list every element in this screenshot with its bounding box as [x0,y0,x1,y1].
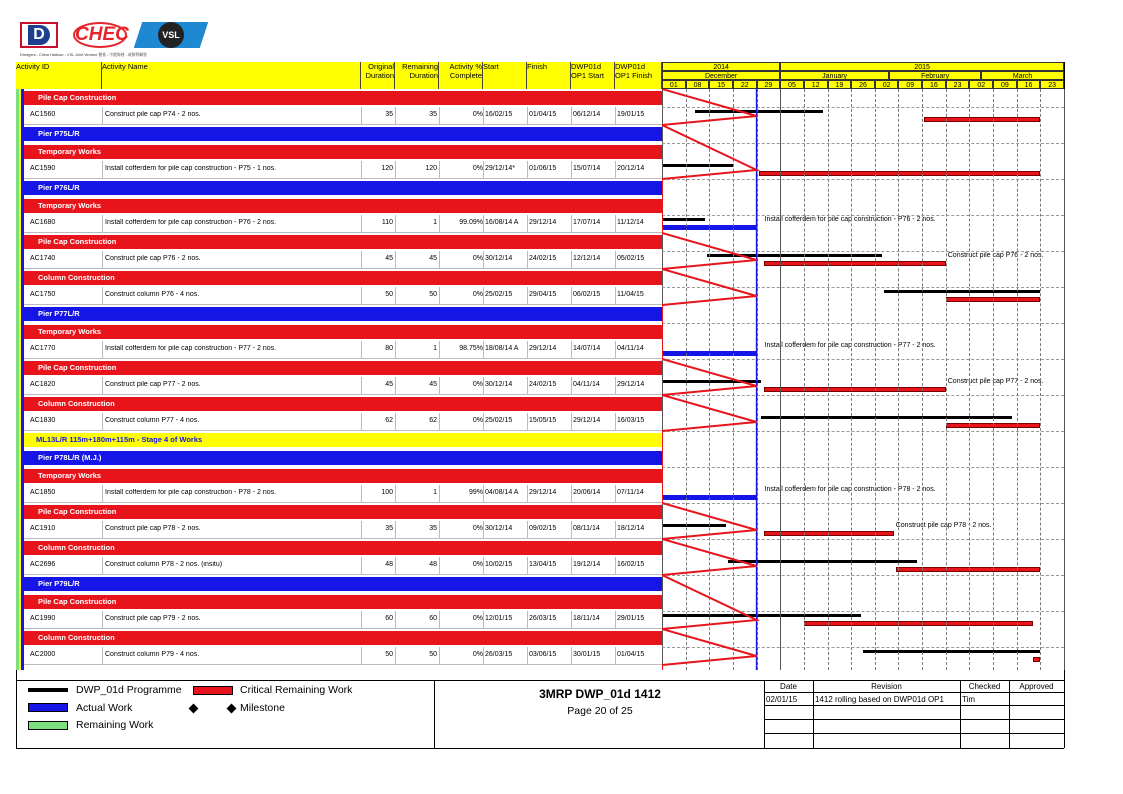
activity-row[interactable] [24,341,662,359]
timeline-day: 09 [898,80,922,89]
timeline-day: 02 [969,80,993,89]
cell-id: AC1740 [30,255,56,262]
cell-orig: 50 [385,291,393,298]
cell-op1-finish: 16/03/15 [617,417,645,424]
cell-divider [483,215,484,233]
cell-divider [102,647,103,665]
rev-header-revision: Revision [871,682,902,691]
wbs-band[interactable]: Column Construction [24,271,662,285]
cell-divider [527,161,528,179]
cell-divider [527,413,528,431]
cell-rem: 62 [429,417,437,424]
cell-name: Construct column P76 - 4 nos. [105,291,200,298]
cell-pct: 0% [472,417,483,424]
cell-orig: 50 [385,651,393,658]
cell-orig: 35 [385,111,393,118]
wbs-band[interactable]: Pier P78L/R (M.J.) [24,451,662,465]
cell-op1-finish: 04/11/14 [617,345,644,352]
cell-op1-finish: 07/11/14 [617,489,644,496]
cell-divider [483,161,484,179]
activity-row[interactable] [24,215,662,233]
cell-divider [483,647,484,665]
activity-row[interactable] [24,647,662,665]
cell-pct: 99% [468,489,483,496]
legend-milestone-label: Milestone [240,702,285,714]
rev-row-date: 02/01/15 [766,695,798,704]
cell-rem: 45 [429,381,437,388]
cell-op1-start: 04/11/14 [573,381,600,388]
timeline-day: 12 [804,80,828,89]
timeline-day: 05 [780,80,804,89]
legend-remaining-label: Remaining Work [76,719,154,731]
cell-pct: 0% [472,525,483,532]
timeline-day: 23 [1040,80,1064,89]
rev-header-approved: Approved [1019,682,1054,691]
bar-label: Construct pile cap P77 - 2 nos. [947,378,1044,385]
wbs-band[interactable]: Temporary Works [24,145,662,159]
progress-line [662,89,757,670]
cell-start: 16/08/14 A [485,219,519,226]
cell-op1-finish: 11/12/14 [617,219,644,226]
legend-critical-swatch [193,686,233,695]
activity-row[interactable] [24,377,662,395]
cell-name: Install cofferdem for pile cap construction - P76 - 2 nos. [105,219,277,226]
cell-name: Construct pile cap P74 - 2 nos. [105,111,201,118]
cell-rem: 60 [429,615,437,622]
cell-name: Construct column P79 - 4 nos. [105,651,200,658]
col-header-activity-name: Activity Name [102,62,361,89]
activity-row[interactable] [24,413,662,431]
vsl-logo: VSL [158,22,184,48]
timeline-day: 29 [757,80,781,89]
cell-divider [102,107,103,125]
cell-divider [483,341,484,359]
bar-label: Install cofferdem for pile cap construction - P78 - 2 nos. [764,486,936,493]
cell-finish: 15/05/15 [529,417,557,424]
wbs-band[interactable]: Pile Cap Construction [24,91,662,105]
cell-op1-start: 08/11/14 [573,525,600,532]
rev-header-checked: Checked [968,682,1001,691]
cell-divider [615,161,616,179]
wbs-band[interactable]: Pile Cap Construction [24,361,662,375]
cell-divider [102,251,103,269]
cell-divider [615,107,616,125]
cell-divider [571,251,572,269]
cell-id: AC1590 [30,165,56,172]
activity-row[interactable] [24,521,662,539]
cell-id: AC1750 [30,291,56,298]
cell-finish: 09/02/15 [529,525,557,532]
cell-divider [615,377,616,395]
wbs-band[interactable]: Temporary Works [24,199,662,213]
rev-line [764,719,1064,720]
cell-divider [615,485,616,503]
cell-rem: 48 [429,561,437,568]
cell-divider [102,485,103,503]
rev-row-revision: 1412 rolling based on DWP01d OP1 [815,695,944,704]
rev-header-date: Date [780,682,797,691]
cell-divider [615,251,616,269]
cell-divider [571,611,572,629]
cell-divider [102,377,103,395]
cell-divider [102,557,103,575]
cell-op1-finish: 18/12/14 [617,525,645,532]
cell-divider [527,647,528,665]
activity-row[interactable] [24,107,662,125]
cell-op1-start: 12/12/14 [573,255,601,262]
milestone-diamond-icon [227,704,237,714]
timeline-month: December [662,71,780,80]
rev-row-checked: Tim [962,695,976,704]
cell-start: 25/02/15 [485,417,513,424]
col-header-orig-duration: Original Duration [361,62,395,89]
cell-divider [571,341,572,359]
legend-programme-swatch [28,688,68,692]
cell-op1-start: 06/02/15 [573,291,601,298]
cell-op1-start: 20/06/14 [573,489,601,496]
cell-divider [571,521,572,539]
cell-pct: 0% [472,381,483,388]
cell-divider [571,215,572,233]
cell-divider [615,611,616,629]
cell-finish: 24/02/15 [529,255,557,262]
activity-row[interactable] [24,611,662,629]
timeline-day: 26 [851,80,875,89]
cell-op1-finish: 05/02/15 [617,255,645,262]
cell-divider [527,485,528,503]
wbs-band[interactable]: Pile Cap Construction [24,235,662,249]
cell-id: AC1680 [30,219,56,226]
cell-op1-start: 19/12/14 [573,561,601,568]
activity-row[interactable] [24,161,662,179]
cell-divider [102,413,103,431]
cell-name: Install cofferdem for pile cap construction - P78 - 2 nos. [105,489,277,496]
cell-start: 26/03/15 [485,651,513,658]
cell-start: 10/02/15 [485,561,513,568]
cell-orig: 45 [385,381,393,388]
cell-divider [615,215,616,233]
cell-rem: 1 [433,489,437,496]
activity-row[interactable] [24,251,662,269]
timeline-day: 16 [1017,80,1041,89]
wbs-band[interactable]: ML13L/R 115m+180m+115m - Stage 4 of Works [24,433,662,447]
cell-id: AC2696 [30,561,56,568]
cell-op1-finish: 16/02/15 [617,561,645,568]
chec-logo: CHEC [73,22,127,48]
col-header-start: Start [483,62,527,89]
cell-divider [615,647,616,665]
cell-divider [571,557,572,575]
page-number: Page 20 of 25 [567,705,633,717]
cell-op1-finish: 11/04/15 [617,291,644,298]
cell-divider [527,341,528,359]
cell-divider [527,251,528,269]
wbs-band[interactable]: Pier P75L/R [24,127,662,141]
rev-line [764,705,1064,706]
cell-divider [527,215,528,233]
cell-id: AC1990 [30,615,56,622]
dredging-logo [20,22,58,48]
cell-rem: 50 [429,291,437,298]
cell-orig: 110 [381,219,393,226]
cell-op1-finish: 29/12/14 [617,381,645,388]
cell-divider [615,413,616,431]
cell-finish: 24/02/15 [529,381,557,388]
bar-label: Construct pile cap P78 - 2 nos. [895,522,992,529]
cell-start: 30/12/14 [485,525,513,532]
joint-venture-caption: Dredgers - China Harbour - VSL Joint Venture 德基 - 中港海務 - 威勝利聯營 [20,53,147,57]
legend-actual-label: Actual Work [76,702,133,714]
cell-op1-finish: 29/01/15 [617,615,645,622]
cell-id: AC1560 [30,111,56,118]
cell-op1-start: 06/12/14 [573,111,601,118]
cell-orig: 60 [385,615,393,622]
cell-orig: 45 [385,255,393,262]
timeline-day: 22 [733,80,757,89]
cell-divider [527,521,528,539]
cell-finish: 29/12/14 [529,489,557,496]
cell-name: Construct pile cap P77 - 2 nos. [105,381,201,388]
cell-start: 29/12/14* [485,165,515,172]
cell-finish: 29/12/14 [529,219,557,226]
cell-id: AC1770 [30,345,56,352]
cell-divider [571,377,572,395]
cell-divider [483,287,484,305]
cell-divider [483,521,484,539]
cell-rem: 35 [429,525,437,532]
cell-name: Construct column P78 - 2 nos. (insitu) [105,561,223,568]
cell-name: Install cofferdem for pile cap construction - P77 - 2 nos. [105,345,277,352]
col-header-pct-complete: Activity % Complete [439,62,483,89]
wbs-band[interactable]: Temporary Works [24,325,662,339]
cell-rem: 35 [429,111,437,118]
dredging-logo-letter: D [28,25,50,45]
col-header-finish: Finish [527,62,571,89]
timeline-day: 02 [875,80,899,89]
cell-id: AC1830 [30,417,56,424]
cell-op1-start: 30/01/15 [573,651,601,658]
cell-finish: 29/04/15 [529,291,557,298]
cell-finish: 26/03/15 [529,615,557,622]
cell-id: AC1910 [30,525,56,532]
cell-divider [102,611,103,629]
cell-name: Construct pile cap P78 - 2 nos. [105,525,201,532]
cell-rem: 1 [433,345,437,352]
bar-label: Construct pile cap P76 - 2 nos. [947,252,1044,259]
cell-divider [483,611,484,629]
cell-name: Construct pile cap P79 - 2 nos. [105,615,201,622]
cell-divider [483,485,484,503]
cell-divider [527,611,528,629]
cell-divider [571,161,572,179]
cell-op1-start: 15/07/14 [573,165,601,172]
cell-start: 30/12/14 [485,381,513,388]
wbs-band[interactable]: Temporary Works [24,469,662,483]
cell-op1-start: 17/07/14 [573,219,601,226]
cell-orig: 80 [385,345,393,352]
cell-divider [527,377,528,395]
timeline-day: 15 [709,80,733,89]
timeline-year: 2014 [662,62,780,71]
col-header-op1-start: DWP01d OP1 Start [571,62,615,89]
cell-start: 12/01/15 [485,615,513,622]
cell-divider [615,341,616,359]
rev-line [764,733,1064,734]
wbs-band[interactable]: Pile Cap Construction [24,595,662,609]
cell-pct: 99.09% [459,219,483,226]
wbs-band[interactable]: Column Construction [24,397,662,411]
activity-row[interactable] [24,287,662,305]
cell-divider [483,107,484,125]
cell-divider [102,287,103,305]
cell-name: Install cofferdem for pile cap construction - P75 - 1 nos. [105,165,277,172]
cell-finish: 01/04/15 [529,111,557,118]
legend-remaining-swatch [28,721,68,730]
timeline-day: 19 [828,80,852,89]
cell-divider [571,647,572,665]
cell-divider [571,287,572,305]
cell-finish: 01/06/15 [529,165,557,172]
cell-divider [615,287,616,305]
cell-op1-start: 29/12/14 [573,417,601,424]
wbs-band[interactable]: Pier P76L/R [24,181,662,195]
wbs-band[interactable]: Column Construction [24,541,662,555]
col-header-activity-id: Activity ID [16,62,102,89]
frame-bottom [16,748,1064,749]
cell-rem: 45 [429,255,437,262]
legend-critical-label: Critical Remaining Work [240,684,353,696]
milestone-diamond-icon [189,704,199,714]
cell-start: 04/08/14 A [485,489,519,496]
cell-orig: 35 [385,525,393,532]
title-block [434,680,765,748]
cell-divider [571,107,572,125]
bar-label: Install cofferdem for pile cap construction - P77 - 2 nos. [764,342,936,349]
cell-divider [527,107,528,125]
cell-pct: 0% [472,561,483,568]
cell-orig: 62 [385,417,393,424]
legend-programme-label: DWP_01d Programme [76,684,182,696]
cell-orig: 100 [381,489,393,496]
cell-pct: 0% [472,111,483,118]
timeline-month: March [981,71,1064,80]
cell-id: AC1850 [30,489,56,496]
cell-divider [102,521,103,539]
wbs-band[interactable]: Pile Cap Construction [24,505,662,519]
cell-divider [527,557,528,575]
activity-row[interactable] [24,557,662,575]
cell-start: 18/08/14 A [485,345,519,352]
cell-divider [615,557,616,575]
timeline-day: 01 [662,80,686,89]
cell-pct: 0% [472,651,483,658]
cell-start: 30/12/14 [485,255,513,262]
wbs-band[interactable]: Column Construction [24,631,662,645]
wbs-band[interactable]: Pier P77L/R [24,307,662,321]
cell-finish: 03/06/15 [529,651,557,658]
cell-finish: 29/12/14 [529,345,557,352]
cell-divider [615,521,616,539]
cell-op1-finish: 01/04/15 [617,651,645,658]
cell-op1-start: 18/11/14 [573,615,600,622]
cell-finish: 13/04/15 [529,561,557,568]
timeline-day: 09 [993,80,1017,89]
cell-pct: 0% [472,291,483,298]
cell-start: 25/02/15 [485,291,513,298]
cell-divider [483,413,484,431]
cell-divider [102,215,103,233]
cell-divider [483,377,484,395]
timeline-month: February [889,71,981,80]
schedule-title: 3MRP DWP_01d 1412 [539,687,661,701]
cell-pct: 98.75% [459,345,483,352]
activity-row[interactable] [24,485,662,503]
timeline-day: 23 [946,80,970,89]
cell-id: AC1820 [30,381,56,388]
progress-line-layer [662,89,1064,670]
timeline-year: 2015 [780,62,1064,71]
cell-rem: 120 [425,165,437,172]
legend-actual-swatch [28,703,68,712]
timeline-day: 08 [686,80,710,89]
col-header-op1-finish: DWP01d OP1 Finish [615,62,662,89]
cell-pct: 0% [472,615,483,622]
rev-line [764,692,1064,693]
cell-name: Construct column P77 - 4 nos. [105,417,200,424]
cell-pct: 0% [472,255,483,262]
cell-divider [102,161,103,179]
cell-op1-finish: 19/01/15 [617,111,645,118]
cell-name: Construct pile cap P76 - 2 nos. [105,255,201,262]
cell-rem: 1 [433,219,437,226]
cell-op1-finish: 20/12/14 [617,165,645,172]
cell-id: AC2000 [30,651,56,658]
cell-divider [483,557,484,575]
cell-start: 16/02/15 [485,111,513,118]
timeline-month: January [780,71,889,80]
cell-op1-start: 14/07/14 [573,345,601,352]
timeline-day: 16 [922,80,946,89]
cell-rem: 50 [429,651,437,658]
cell-divider [571,413,572,431]
col-header-rem-duration: Remaining Duration [395,62,439,89]
grid-line-vertical [1064,89,1065,670]
cell-orig: 48 [385,561,393,568]
cell-divider [483,251,484,269]
bar-label: Install cofferdem for pile cap construction - P76 - 2 nos. [764,216,936,223]
cell-divider [571,485,572,503]
cell-pct: 0% [472,165,483,172]
wbs-band[interactable]: Pier P79L/R [24,577,662,591]
cell-divider [102,341,103,359]
cell-divider [527,287,528,305]
cell-orig: 120 [381,165,393,172]
